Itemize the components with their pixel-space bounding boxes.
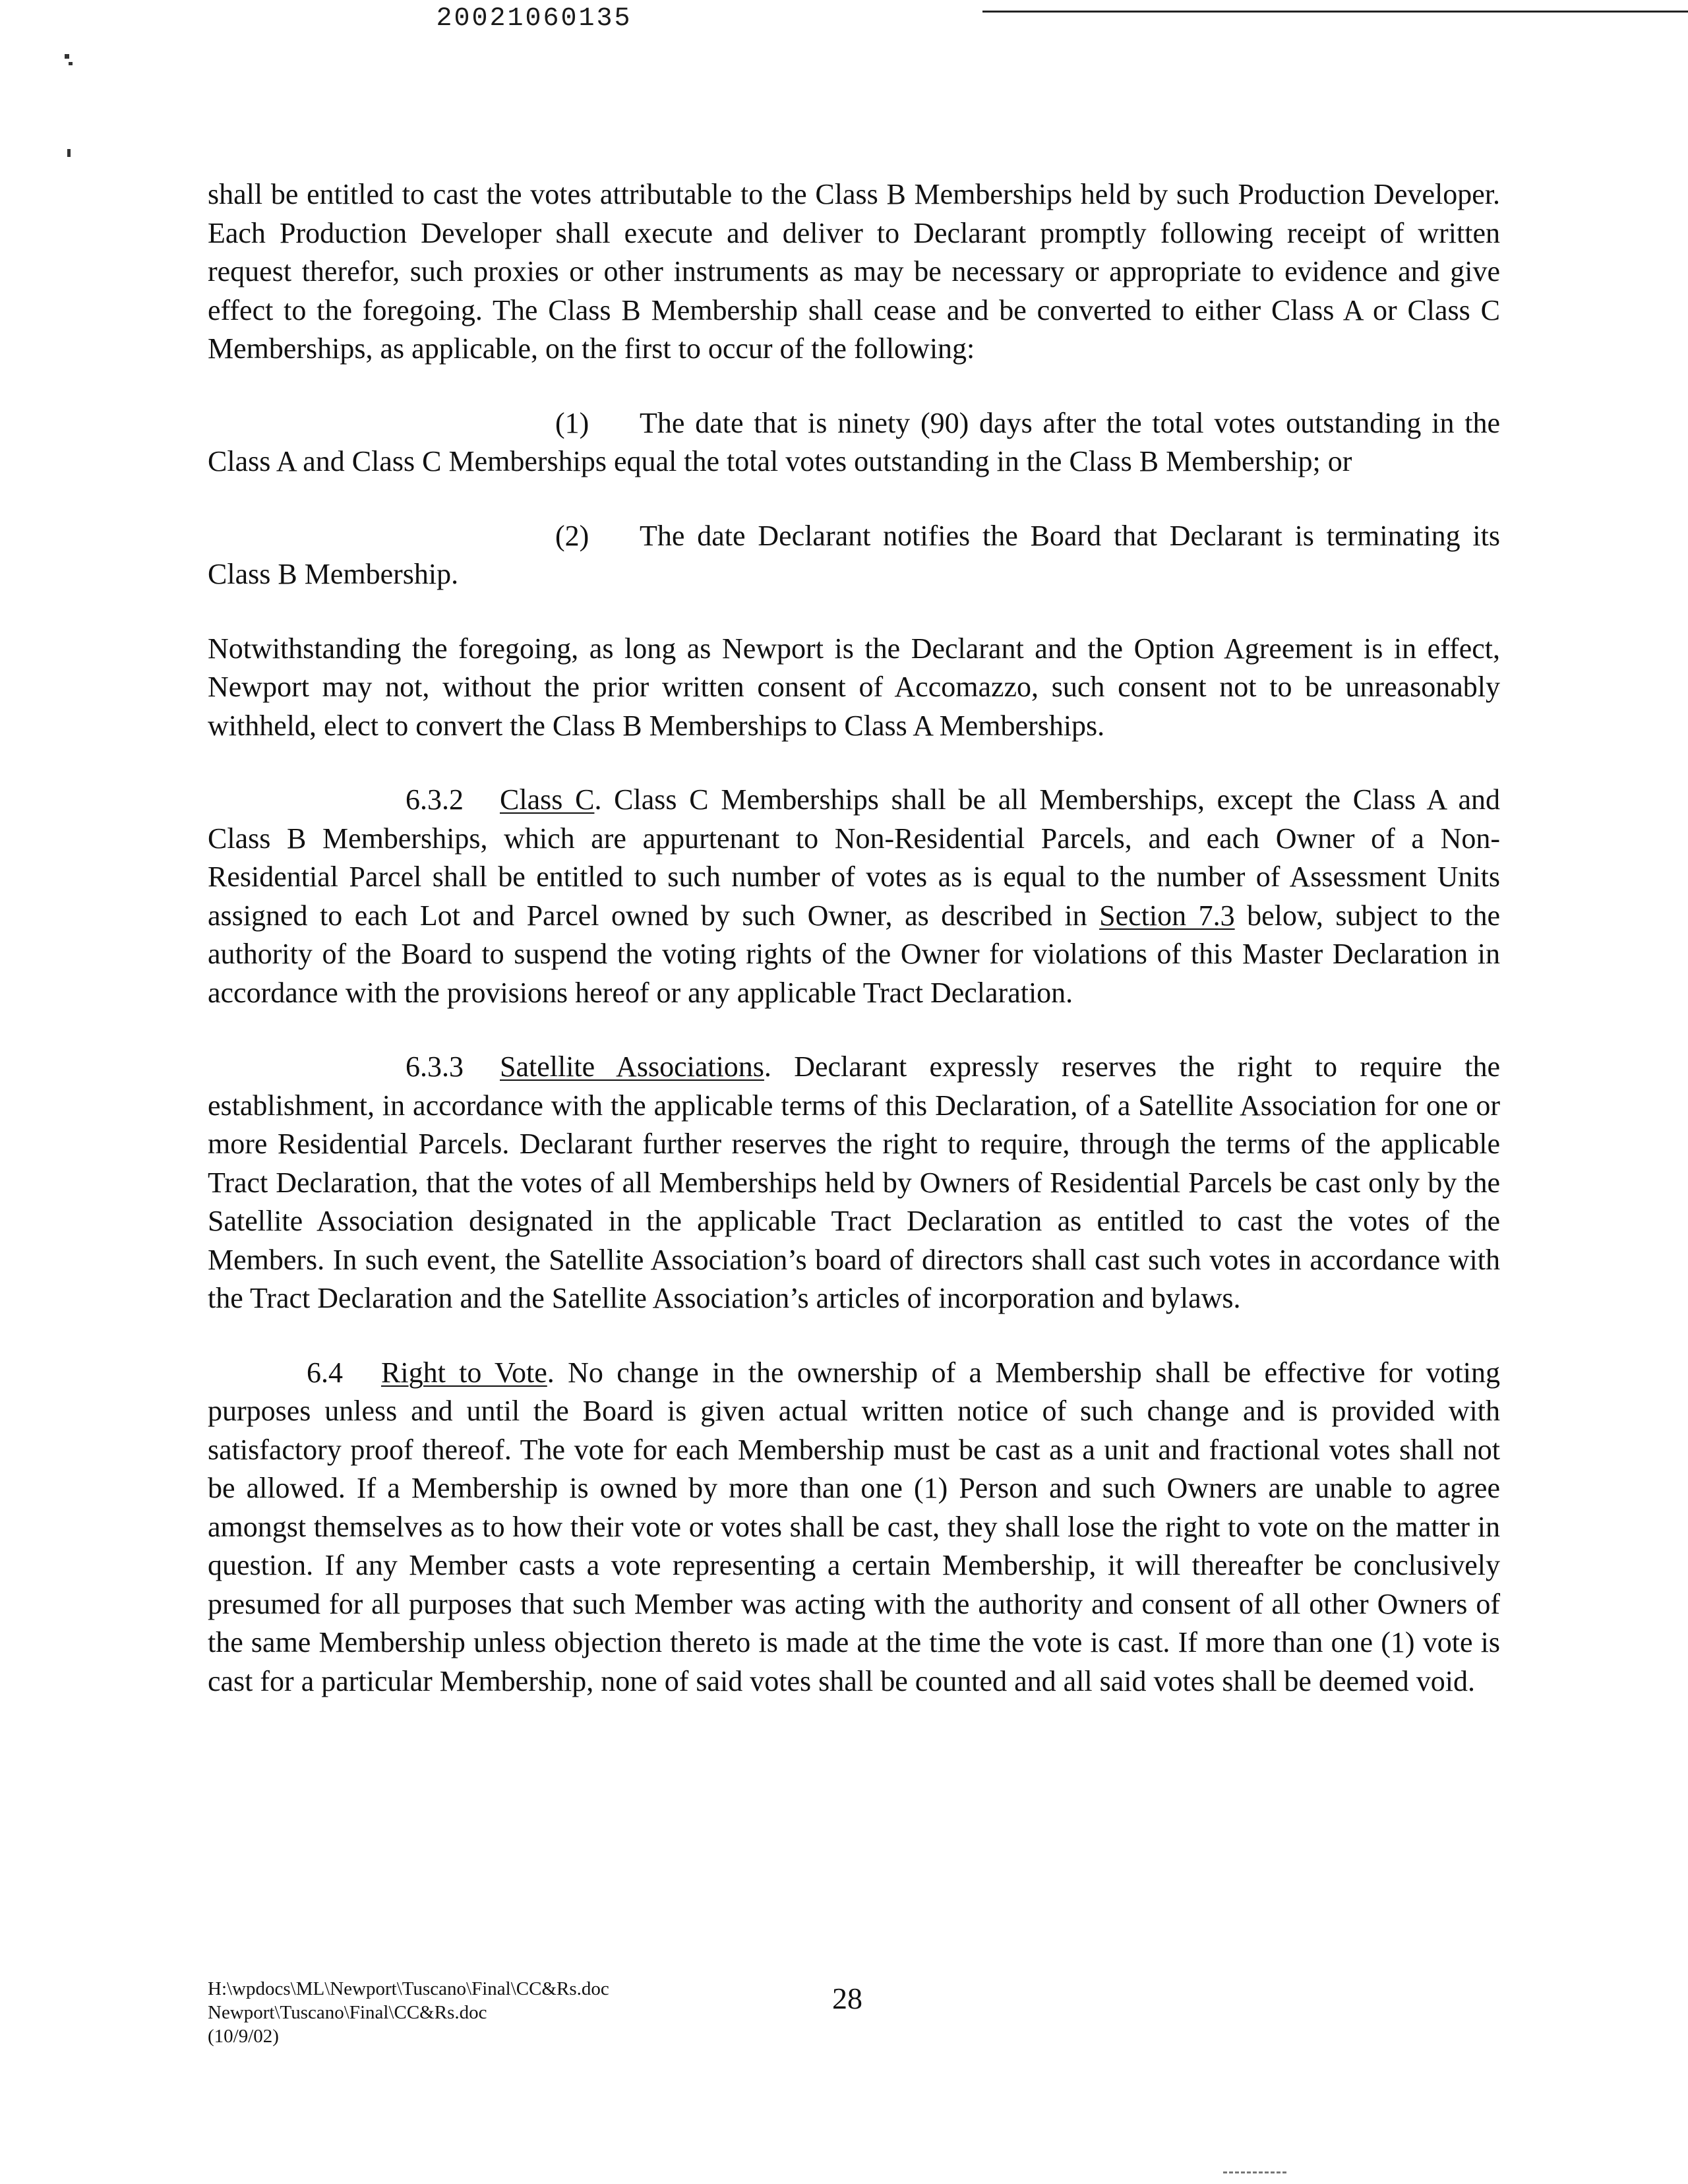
scan-mark: [1223, 2171, 1286, 2176]
section-number: 6.3.3: [406, 1050, 464, 1083]
section-text: Class C Memberships shall be all Memberships, except the Class A and Class B Memberships, which are appurtenant to Non-Residential Parcels, and each Owner of a Non-Residential Parcel shall be entitled to such number of votes as is equal to the number of Assessment Units assigned to each Lot and Parcel owned by such Owner, as described in: [208, 783, 1500, 932]
list-number: (2): [555, 519, 589, 552]
scan-speck: [67, 149, 71, 157]
section-number: 6.3.2: [406, 783, 464, 816]
list-item-2: [208, 517, 1500, 594]
section-text: Declarant expressly reserves the right to require the establishment, in accordance with the applicable terms of this Declaration, of a Satellite Association for one or more Residential Parcels. Declarant further reserves the right to require, through the terms of the applicable Tract Declaration, that the votes of all Memberships held by Owners of Residential Parcels be cast only by the Satellite Association designated in the applicable Tract Declaration as entitled to cast the votes of the Members. In such event, the Satellite Association’s board of directors shall cast such votes in accordance with the Tract Declaration and the Satellite Association’s articles of incorporation and bylaws.: [208, 1050, 1500, 1314]
list-item-1: [208, 404, 1500, 481]
recording-number-stamp: 20021060135: [436, 4, 632, 34]
page-number: 28: [832, 1982, 862, 2015]
paragraph-notwithstanding: Notwithstanding the foregoing, as long as Newport is the Declarant and the Option Agreement is in effect, Newport may not, without the prior written consent of Accomazzo, such consent not to be unreasonably withheld, elect to convert the Class B Memberships to Class A Memberships.: [208, 632, 1500, 742]
section-heading: Satellite Associations: [500, 1050, 764, 1083]
section-heading: Class C: [500, 783, 595, 816]
section-reference: Section 7.3: [1099, 899, 1235, 932]
section-6-3-2: 6.3.2 Class C. Class C Memberships shall be all Memberships, except the Class A and Class B Memberships, which are appurtenant to Non-Residential Parcels, and each Owner of a Non-Residential Parcel shall be entitled to such number of votes as is equal to the number of Assessment Units assigned to each Lot and Parcel owned by such Owner, as described in Section 7.3 below, subject to the authority of the Board to suspend the voting rights of the Owner for violations of this Master Declaration in accordance with the provisions hereof or any applicable Tract Declaration.: [208, 781, 1500, 1012]
document-body: [208, 175, 1500, 1701]
section-text: below, subject to the authority of the Board to suspend the voting rights of the Owner for violations of this Master Declaration in accordance with the provisions hereof or any applicable Tract Declaration.: [208, 899, 1500, 1009]
section-6-4: 6.4 Right to Vote. No change in the ownership of a Membership shall be effective for voting purposes unless and until the Board is given actual written notice of such change and is provided with satisfactory proof thereof. The vote for each Membership must be cast as a unit and fractional votes shall not be allowed. If a Membership is owned by more than one (1) Person and such Owners are unable to agree amongst themselves as to how their vote or votes shall be cast, they shall lose the right to vote on the matter in question. If any Member casts a vote representing a certain Membership, it will thereafter be conclusively presumed for all purposes that such Member was acting with the authority and consent of all other Owners of the same Membership unless objection thereto is made at the time the vote is cast. If more than one (1) vote is cast for a particular Membership, none of said votes shall be counted and all said votes shall be deemed void.: [208, 1354, 1500, 1701]
scan-speck: [69, 62, 73, 65]
footer-path-1: H:\wpdocs\ML\Newport\Tuscano\Final\CC&Rs.doc: [208, 1978, 609, 1999]
scan-speck: [65, 54, 69, 59]
section-6-3-3: 6.3.3 Satellite Associations. Declarant expressly reserves the right to require the establishment, in accordance with the applicable terms of this Declaration, of a Satellite Association for one or more Residential Parcels. Declarant further reserves the right to require, through the terms of the applicable Tract Declaration, that the votes of all Memberships held by Owners of Residential Parcels be cast only by the Satellite Association designated in the applicable Tract Declaration as entitled to cast the votes of the Members. In such event, the Satellite Association’s board of directors shall cast such votes in accordance with the Tract Declaration and the Satellite Association’s articles of incorporation and bylaws.: [208, 1048, 1500, 1318]
section-heading: Right to Vote: [381, 1356, 547, 1389]
footer-date: (10/9/02): [208, 2026, 279, 2047]
header-rule: [982, 11, 1688, 13]
footer-path-2: Newport\Tuscano\Final\CC&Rs.doc: [208, 2002, 487, 2023]
list-text: The date Declarant notifies the Board that Declarant is terminating its Class B Membership.: [208, 519, 1500, 590]
section-number: 6.4: [307, 1356, 343, 1389]
footer-file-info: [208, 1977, 609, 2048]
list-text: The date that is ninety (90) days after the total votes outstanding in the Class A and Class C Memberships equal the total votes outstanding in the Class B Membership; or: [208, 406, 1500, 477]
section-text: No change in the ownership of a Membership shall be effective for voting purposes unless and until the Board is given actual written notice of such change and is provided with satisfactory proof thereof. The vote for each Membership must be cast as a unit and fractional votes shall not be allowed. If a Membership is owned by more than one (1) Person and such Owners are unable to agree amongst themselves as to how their vote or votes shall be cast, they shall lose the right to vote on the matter in question. If any Member casts a vote representing a certain Membership, it will thereafter be conclusively presumed for all purposes that such Member was acting with the authority and consent of all other Owners of the same Membership unless objection thereto is made at the time the vote is cast. If more than one (1) vote is cast for a particular Membership, none of said votes shall be counted and all said votes shall be deemed void.: [208, 1356, 1500, 1697]
paragraph-class-b-continuation: shall be entitled to cast the votes attributable to the Class B Memberships held by such Production Developer. Each Production Developer shall execute and deliver to Declarant promptly following receipt of written request therefor, such proxies or other instruments as may be necessary or appropriate to evidence and give effect to the foregoing. The Class B Membership shall cease and be converted to either Class A or Class C Memberships, as applicable, on the first to occur of the following:: [208, 178, 1500, 365]
list-number: (1): [555, 406, 589, 439]
